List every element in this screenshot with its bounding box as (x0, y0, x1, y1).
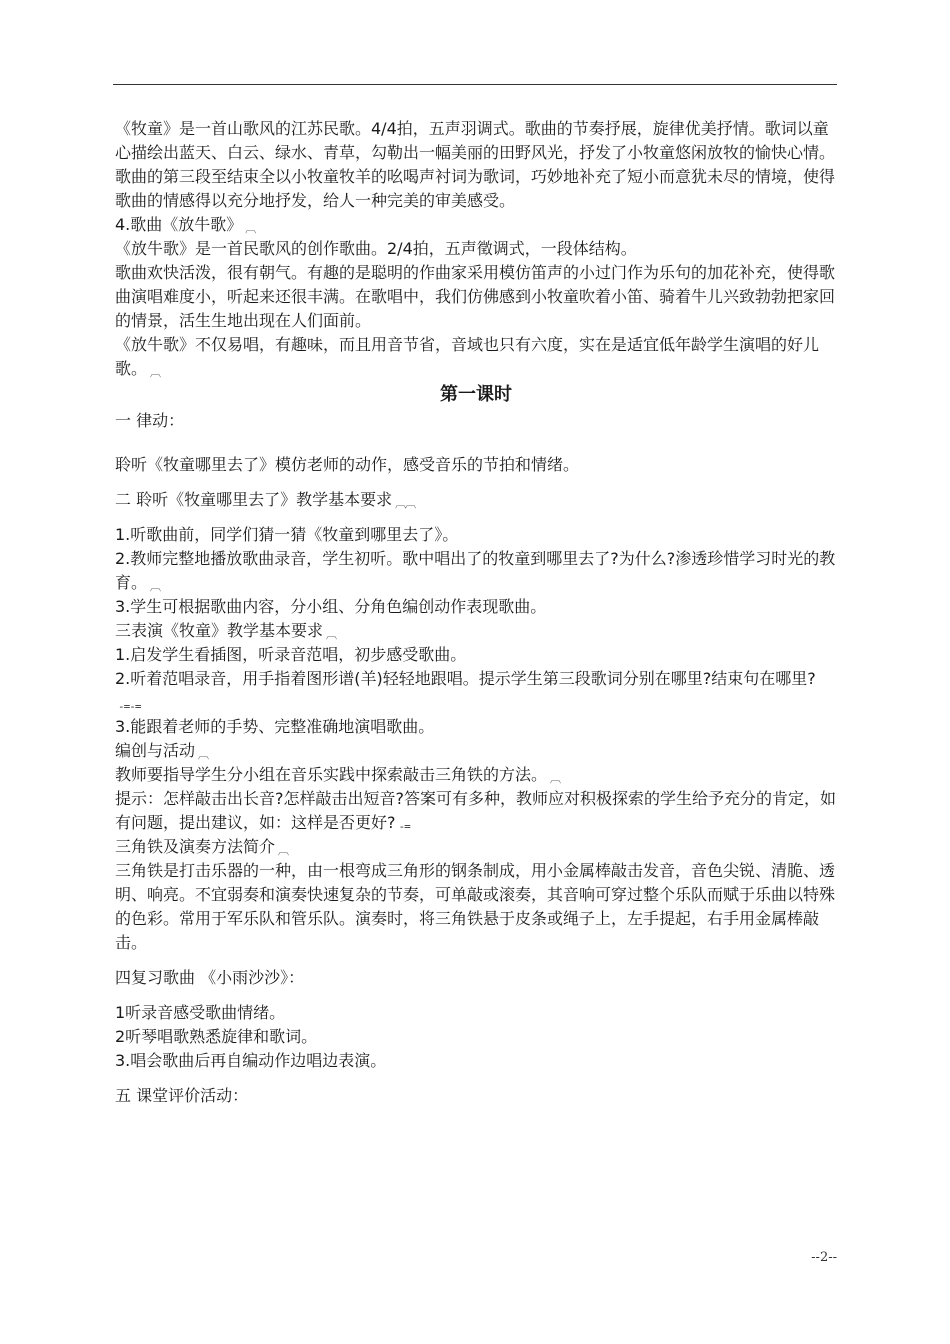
section-two-title (115, 488, 837, 512)
equals-mark-icon: -=-= (118, 700, 141, 713)
section-two-item-2 (115, 547, 837, 595)
section-four-item-3: 3.唱会歌曲后再自编动作边唱边表演。 (115, 1051, 387, 1070)
section-mark-icon: ︹ (150, 580, 161, 593)
section-mark-icon: ︹ (326, 628, 337, 641)
creation-activity-body-text: 教师要指导学生分小组在音乐实践中探索敲击三角铁的方法。 (115, 765, 548, 784)
triangle-intro-title-text: 三角铁及演奏方法简介 (115, 837, 276, 856)
section-three-item-2 (115, 667, 837, 715)
section-three-title-text: 三表演《牧童》教学基本要求 (115, 621, 324, 640)
section-mark-icon: ︹︹ (395, 497, 416, 510)
creation-activity-title (115, 739, 837, 763)
equals-mark-icon: -= (398, 820, 410, 833)
paragraph-fangniuge-summary (115, 333, 837, 381)
paragraph-item-4 (115, 213, 837, 237)
paragraph-muitong-intro: 《牧童》是一首山歌风的江苏民歌。4/4拍，五声羽调式。歌曲的节奏抒展，旋律优美抒情。歌词以童心描绘出蓝天、白云、绿水、青草，勾勒出一幅美丽的田野风光，抒发了小牧童悠闲放牧的愉快心情。歌曲的第三段至结束全以小牧童牧羊的吆喝声衬词为歌词，巧妙地补充了短小而意犹未尽的情境，使得歌曲的情感得以充分地抒发，给人一种完美的审美感受。 (115, 119, 836, 210)
section-two-item-2-text: 2.教师完整地播放歌曲录音，学生初听。歌中唱出了的牧童到哪里去了?为什么?渗透珍惜学习时光的教育。 (115, 549, 836, 592)
paragraph-fangniuge-intro: 《放牛歌》是一首民歌风的创作歌曲。2/4拍，五声徵调式，一段体结构。 (115, 239, 637, 258)
hint-paragraph (115, 787, 837, 835)
section-two-title-text: 二 聆听《牧童哪里去了》教学基本要求 (115, 490, 393, 509)
fangniuge-summary-text: 《放牛歌》不仅易唱，有趣味，而且用音节省，音域也只有六度，实在是适宜低年龄学生演唱的好儿歌。 (115, 335, 820, 378)
document-body (115, 117, 837, 1108)
section-three-item-3: 3.能跟着老师的手势、完整准确地演唱歌曲。 (115, 717, 435, 736)
section-three-item-1: 1.启发学生看插图，听录音范唱，初步感受歌曲。 (115, 645, 467, 664)
section-four-item-1: 1听录音感受歌曲情绪。 (115, 1003, 286, 1022)
section-one-body: 聆听《牧童哪里去了》模仿老师的动作，感受音乐的节拍和情绪。 (115, 455, 580, 474)
header-rule (113, 84, 837, 85)
section-one-title: 一 律动： (115, 411, 185, 430)
section-three-item-2-text: 2.听着范唱录音，用手指着图形谱(羊)轻轻地跟唱。提示学生第三段歌词分别在哪里?结束句在哪里? (115, 669, 816, 688)
section-three-title (115, 619, 837, 643)
section-mark-icon: ︹ (198, 748, 209, 761)
section-mark-icon: ︹ (150, 366, 161, 379)
section-two-item-1: 1.听歌曲前，同学们猜一猜《牧童到哪里去了》。 (115, 525, 459, 544)
creation-activity-body (115, 763, 837, 787)
section-two-item-3: 3.学生可根据歌曲内容，分小组、分角色编创动作表现歌曲。 (115, 597, 547, 616)
section-four-item-2: 2听琴唱歌熟悉旋律和歌词。 (115, 1027, 318, 1046)
item-4-text: 4.歌曲《放牛歌》 (115, 215, 243, 234)
section-five-title: 五 课堂评价活动： (115, 1086, 249, 1105)
section-mark-icon: ︹ (550, 772, 561, 785)
creation-activity-title-text: 编创与活动 (115, 741, 196, 760)
paragraph-fangniuge-desc: 歌曲欢快活泼，很有朝气。有趣的是聪明的作曲家采用模仿笛声的小过门作为乐句的加花补充，使得歌曲演唱难度小，听起来还很丰满。在歌唱中，我们仿佛感到小牧童吹着小笛、骑着牛儿兴致勃勃把家回的情景，活生生地出现在人们面前。 (115, 263, 836, 330)
triangle-intro-body: 三角铁是打击乐器的一种，由一根弯成三角形的钢条制成，用小金属棒敲击发音，音色尖锐、清脆、透明、响亮。不宜弱奏和演奏快速复杂的节奏，可单敲或滚奏，其音响可穿过整个乐队而赋于乐曲以特殊的色彩。常用于军乐队和管乐队。演奏时，将三角铁悬于皮条或绳子上，左手提起，右手用金属棒敲击。 (115, 861, 836, 952)
section-mark-icon: ︹ (278, 844, 289, 857)
triangle-intro-title (115, 835, 837, 859)
hint-text: 提示：怎样敲击出长音?怎样敲击出短音?答案可有多种，教师应对积极探索的学生给予充分的肯定，如有问题，提出建议，如：这样是否更好? (115, 789, 836, 832)
page-number: --2-- (811, 1250, 837, 1265)
lesson-heading: 第一课时 (440, 384, 512, 405)
section-mark-icon: ︹ (245, 222, 256, 235)
section-four-title: 四复习歌曲 《小雨沙沙》： (115, 968, 305, 987)
